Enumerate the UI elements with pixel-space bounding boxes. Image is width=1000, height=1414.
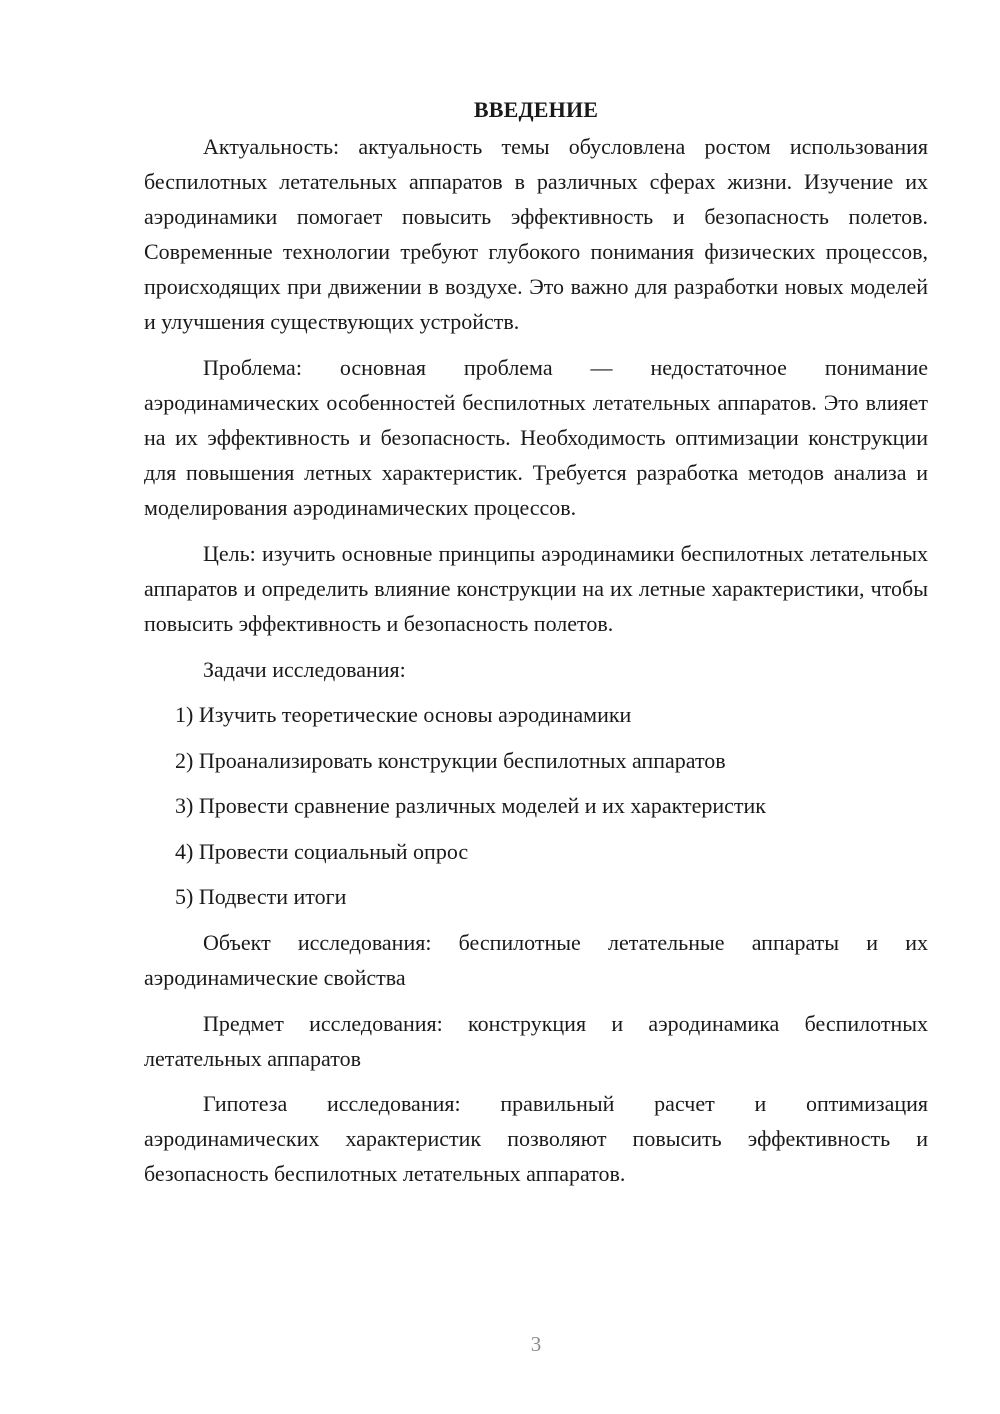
- list-item: 5) Подвести итоги: [175, 884, 347, 910]
- hypothesis-paragraph: Гипотеза исследования: правильный расчет и оптимизация аэродинамических характеристик позволяют повысить эффективность и безопасность беспилотных летательных аппаратов.: [144, 1091, 928, 1187]
- page-number: 3: [530, 1332, 542, 1356]
- object-paragraph: Объект исследования: беспилотные летательные аппараты и их аэродинамические свойства: [144, 929, 928, 990]
- list-item: 2) Проанализировать конструкции беспилотных аппаратов: [175, 747, 726, 773]
- list-item: 1) Изучить теоретические основы аэродинамики: [175, 702, 632, 728]
- list-item: 4) Провести социальный опрос: [175, 838, 469, 864]
- page-title: ВВЕДЕНИЕ: [473, 97, 599, 122]
- tasks-list: [144, 697, 928, 914]
- problem-paragraph: Проблема: основная проблема — недостаточное понимание аэродинамических особенностей беспилотных летательных аппаратов. Это влияет на их эффективность и безопасность. Необходимость оптимизации конструкции для повышения летных характеристик. Требуется разработка методов анализа и моделирования аэродинамических процессов.: [144, 355, 928, 521]
- subject-paragraph: Предмет исследования: конструкция и аэродинамика беспилотных летательных аппаратов: [144, 1010, 928, 1071]
- tasks-heading: Задачи исследования:: [203, 656, 406, 682]
- relevance-paragraph: Актуальность: актуальность темы обусловлена ростом использования беспилотных летательных аппаратов в различных сферах жизни. Изучение их аэродинамики помогает повысить эффективность и безопасность полетов. Современные технологии требуют глубокого понимания физических процессов, происходящих при движении в воздухе. Это важно для разработки новых моделей и улучшения существующих устройств.: [144, 134, 928, 335]
- list-item: 3) Провести сравнение различных моделей и их характеристик: [175, 793, 766, 819]
- document-page: [144, 92, 928, 1202]
- goal-paragraph: Цель: изучить основные принципы аэродинамики беспилотных летательных аппаратов и определить влияние конструкции на их летные характеристики, чтобы повысить эффективность и безопасность полетов.: [144, 541, 928, 637]
